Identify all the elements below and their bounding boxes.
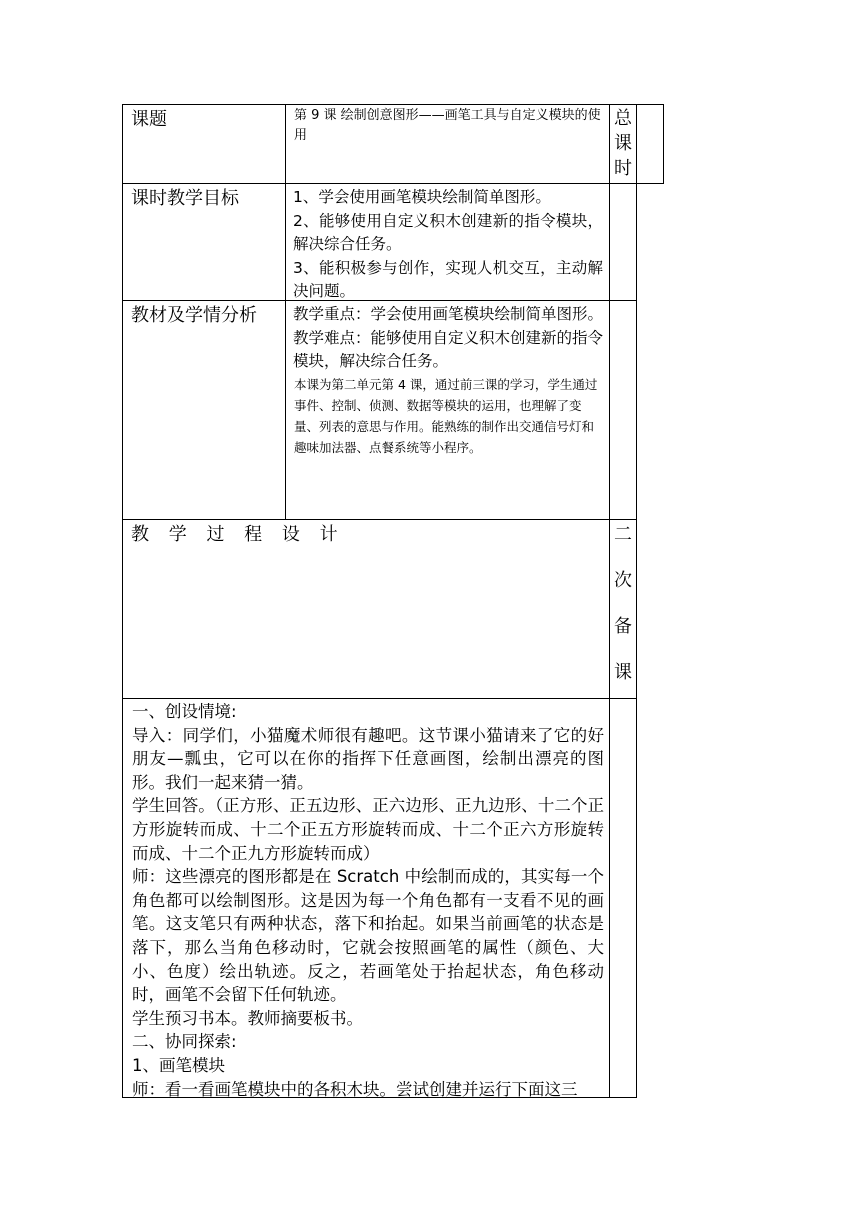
- objective-item: 1、学会使用画笔模块绘制简单图形。: [293, 188, 551, 206]
- body-paragraph: 导入：同学们，小猫魔术师很有趣吧。这节课小猫请来了它的好朋友—瓢虫，它可以在你的指挥下任意画图，绘制出漂亮的图形。我们一起来猜一猜。: [132, 725, 604, 792]
- key-point: 教学重点：学会使用画笔模块绘制简单图形。: [293, 305, 604, 323]
- body-paragraph: 一、创设情境:: [132, 702, 237, 721]
- lesson-title: 第 9 课 绘制创意图形——画笔工具与自定义模块的使用: [294, 108, 601, 143]
- process-body-cell: [122, 698, 610, 1098]
- objectives-side-cell: [609, 183, 637, 301]
- total-hours-cell: [609, 104, 637, 184]
- body-paragraph: 学生回答。（正方形、正五边形、正六边形、正九边形、十二个正方形旋转而成、十二个正五方形旋转而成、十二个正六方形旋转而成、十二个正九方形旋转而成）: [132, 796, 604, 863]
- total-hours-char: 时: [614, 158, 632, 179]
- second-prep-char: 课: [614, 662, 632, 683]
- objectives-label-cell: [122, 183, 286, 301]
- analysis-label-cell: [122, 300, 286, 520]
- analysis-content-cell: [285, 300, 610, 520]
- body-paragraph: 师：这些漂亮的图形都是在 Scratch 中绘制而成的，其实每一个角色都可以绘制图形。这是因为每一个角色都有一支看不见的画笔。这支笔只有两种状态，落下和抬起。如果当前画笔的状态是落下，那么当角色移动时，它就会按照画笔的属性（颜色、大小、色度）绘出轨迹。反之，若画笔处于抬起状态，角色移动时，画笔不会留下任何轨迹。: [132, 867, 604, 1005]
- objectives-label: 课时教学目标: [131, 188, 239, 209]
- lesson-title-cell: [285, 104, 610, 184]
- objective-item: 3、能积极参与创作，实现人机交互，主动解决问题。: [293, 258, 603, 300]
- second-prep-char: 次: [614, 570, 632, 591]
- body-paragraph: 师：看一看画笔模块中的各积木块。尝试创建并运行下面这三: [132, 1079, 578, 1098]
- body-paragraph: 1、画笔模块: [132, 1055, 225, 1075]
- analysis-note: 本课为第二单元第 4 课，通过前三课的学习，学生通过事件、控制、侦测、数据等模块的运用，也理解了变量、列表的意思与作用。能熟练的制作出交通信号灯和趣味加法器、点餐系统等小程序。: [294, 376, 598, 455]
- title-label: 课题: [131, 109, 167, 130]
- second-prep-char: 备: [614, 616, 632, 637]
- body-paragraph: 二、协同探索:: [132, 1032, 237, 1052]
- objectives-content-cell: [285, 183, 610, 301]
- total-hours-value-cell: [636, 104, 664, 184]
- total-hours-char: 课: [614, 133, 632, 154]
- objective-item: 2、能够使用自定义积木创建新的指令模块，解决综合任务。: [293, 211, 603, 253]
- body-paragraph: 学生预习书本。教师摘要板书。: [132, 1008, 363, 1028]
- second-prep-cell: [609, 519, 637, 699]
- analysis-side-cell: [609, 300, 637, 520]
- body-side-cell: [609, 698, 637, 1098]
- total-hours-char: 总: [614, 108, 632, 129]
- difficulty-point: 教学难点：能够使用自定义积木创建新的指令模块，解决综合任务。: [293, 328, 604, 370]
- process-label-cell: [122, 519, 610, 699]
- process-label: 教 学 过 程 设 计: [131, 524, 345, 545]
- second-prep-char: 二: [614, 524, 632, 545]
- title-label-cell: [122, 104, 286, 184]
- analysis-label: 教材及学情分析: [131, 305, 257, 326]
